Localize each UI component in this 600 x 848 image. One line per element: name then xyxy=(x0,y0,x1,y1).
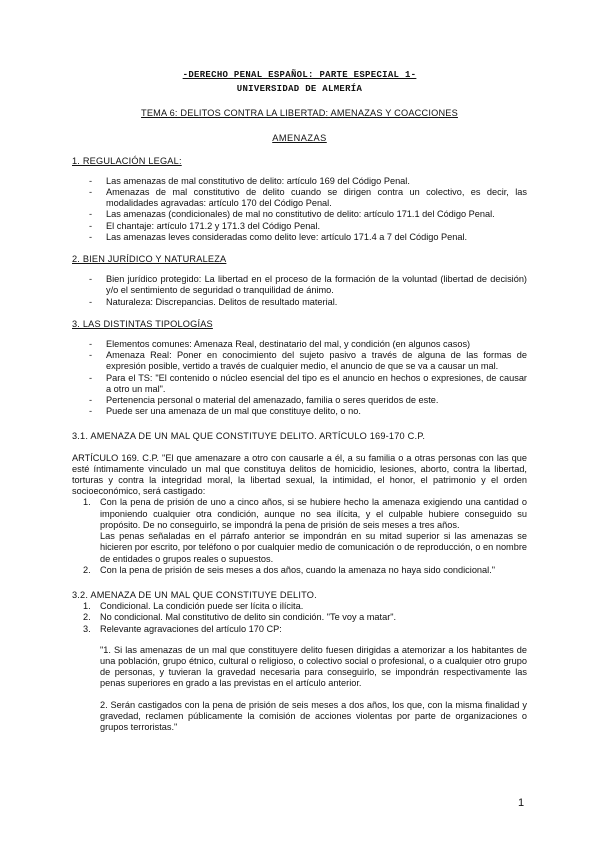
list-item: - Las amenazas (condicionales) de mal no constitutivo de delito: artículo 171.1 del Código Penal. xyxy=(72,209,527,220)
list-item: - Para el TS: "El contenido o núcleo esencial del tipo es el anuncio en hechos o expresiones, de causar a otro un mal". xyxy=(72,373,527,395)
section-3-list xyxy=(72,339,527,417)
list-item: - Las amenazas de mal constitutivo de delito: artículo 169 del Código Penal. xyxy=(72,176,527,187)
list-item: - Bien jurídico protegido: La libertad en el proceso de la formación de la voluntad (libertad de decisión) y/o el sentimiento de seguridad o tranquilidad de ánimo. xyxy=(72,274,527,296)
item-number: 1. xyxy=(83,601,91,612)
subsection-3-1-title: 3.1. AMENAZA DE UN MAL QUE CONSTITUYE DELITO. ARTÍCULO 169-170 C.P. xyxy=(72,431,426,442)
list-item: - Naturaleza: Discrepancias. Delitos de resultado material. xyxy=(72,297,527,308)
article-170-quote-2: 2. Serán castigados con la pena de prisión de seis meses a dos años, los que, con la misma finalidad y gravedad, reclamen públicamente la comisión de acciones violentas por parte de organizaciones o grupos terroristas." xyxy=(100,699,527,732)
list-item: - Puede ser una amenaza de un mal que constituye delito, o no. xyxy=(72,406,527,417)
list-item xyxy=(72,497,527,531)
section-2-title: 2. BIEN JURÍDICO Y NATURALEZA xyxy=(72,254,227,265)
list-item xyxy=(72,612,527,623)
document-page xyxy=(72,70,527,733)
section-1-list xyxy=(72,176,527,243)
subtitle-amenazas: AMENAZAS xyxy=(272,133,327,144)
topic-title: TEMA 6: DELITOS CONTRA LA LIBERTAD: AMENAZAS Y COACCIONES xyxy=(141,108,458,119)
item-text: Con la pena de prisión de uno a cinco años, si se hubiere hecho la amenaza exigiendo una cantidad o imponiendo cualquier otra condición, aunque no sea ilícita, y el culpable hubiere conseguido su propósito. De no conseguirlo, se impondrá la pena de prisión de seis meses a tres años. xyxy=(100,497,527,530)
header-course: -DERECHO PENAL ESPAÑOL: PARTE ESPECIAL 1- xyxy=(182,70,417,80)
article-169-list-2 xyxy=(72,565,527,576)
item-number: 2. xyxy=(83,564,91,575)
page-number: 1 xyxy=(518,797,525,809)
list-item: - Elementos comunes: Amenaza Real, destinatario del mal, y condición (en algunos casos) xyxy=(72,339,527,350)
item-number: 3. xyxy=(83,623,91,634)
list-item: - Amenaza Real: Poner en conocimiento del sujeto pasivo a través de alguna de las formas de expresión posible, vertido a través de cualquier medio, el anuncio de que se va a causar un mal. xyxy=(72,350,527,372)
article-169-extra: Las penas señaladas en el párrafo anterior se impondrán en su mitad superior si las amenazas se hicieren por escrito, por teléfono o por cualquier medio de comunicación o de reproducción, o en nombre de entidades o grupos reales o supuestos. xyxy=(100,531,527,564)
item-text: Condicional. La condición puede ser lícita o ilícita. xyxy=(100,601,304,612)
section-1-title: 1. REGULACIÓN LEGAL: xyxy=(72,155,182,166)
item-text: No condicional. Mal constitutivo de delito sin condición. "Te voy a matar". xyxy=(100,612,397,623)
list-item: - El chantaje: artículo 171.2 y 171.3 del Código Penal. xyxy=(72,221,527,232)
section-2-list xyxy=(72,274,527,308)
list-item: - Pertenencia personal o material del amenazado, familia o seres queridos de este. xyxy=(72,395,527,406)
list-item xyxy=(72,601,527,612)
article-169-intro: ARTÍCULO 169. C.P. "El que amenazare a otro con causarle a él, a su familia o a otras personas con las que esté íntimamente vinculado un mal que constituya delitos de homicidio, lesiones, aborto, contra la libertad, torturas y contra la integridad moral, la libertad sexual, la intimidad, el honor, el patrimonio y el orden socioeconómico, será castigado: xyxy=(72,452,527,497)
subsection-3-2-list xyxy=(72,601,527,635)
list-item xyxy=(72,624,527,635)
list-item: - Amenazas de mal constitutivo de delito cuando se dirigen contra un colectivo, es decir, las modalidades agravadas: artículo 170 del Código Penal. xyxy=(72,187,527,209)
list-item: - Las amenazas leves consideradas como delito leve: artículo 171.4 a 7 del Código Penal. xyxy=(72,232,527,243)
list-item xyxy=(72,565,527,576)
section-3-title: 3. LAS DISTINTAS TIPOLOGÍAS xyxy=(72,318,213,329)
article-170-quote-1: "1. Si las amenazas de un mal que constituyere delito fuesen dirigidas a atemorizar a los habitantes de una población, grupo étnico, cultural o religioso, o colectivo social o profesional, o a cualquier otro grupo de personas, y tuvieran la gravedad necesaria para conseguirlo, se impondrán respectivamente las penas superiores en grado a las previstas en el artículo anterior. xyxy=(100,644,527,689)
subsection-3-2-title: 3.2. AMENAZA DE UN MAL QUE CONSTITUYE DELITO. xyxy=(72,589,317,600)
header-university: UNIVERSIDAD DE ALMERÍA xyxy=(236,84,363,95)
item-number: 1. xyxy=(83,497,91,508)
item-text: Con la pena de prisión de seis meses a dos años, cuando la amenaza no haya sido condicional." xyxy=(100,564,496,575)
item-number: 2. xyxy=(83,612,91,623)
article-169-list xyxy=(72,497,527,531)
item-text: Relevante agravaciones del artículo 170 CP: xyxy=(100,623,282,634)
